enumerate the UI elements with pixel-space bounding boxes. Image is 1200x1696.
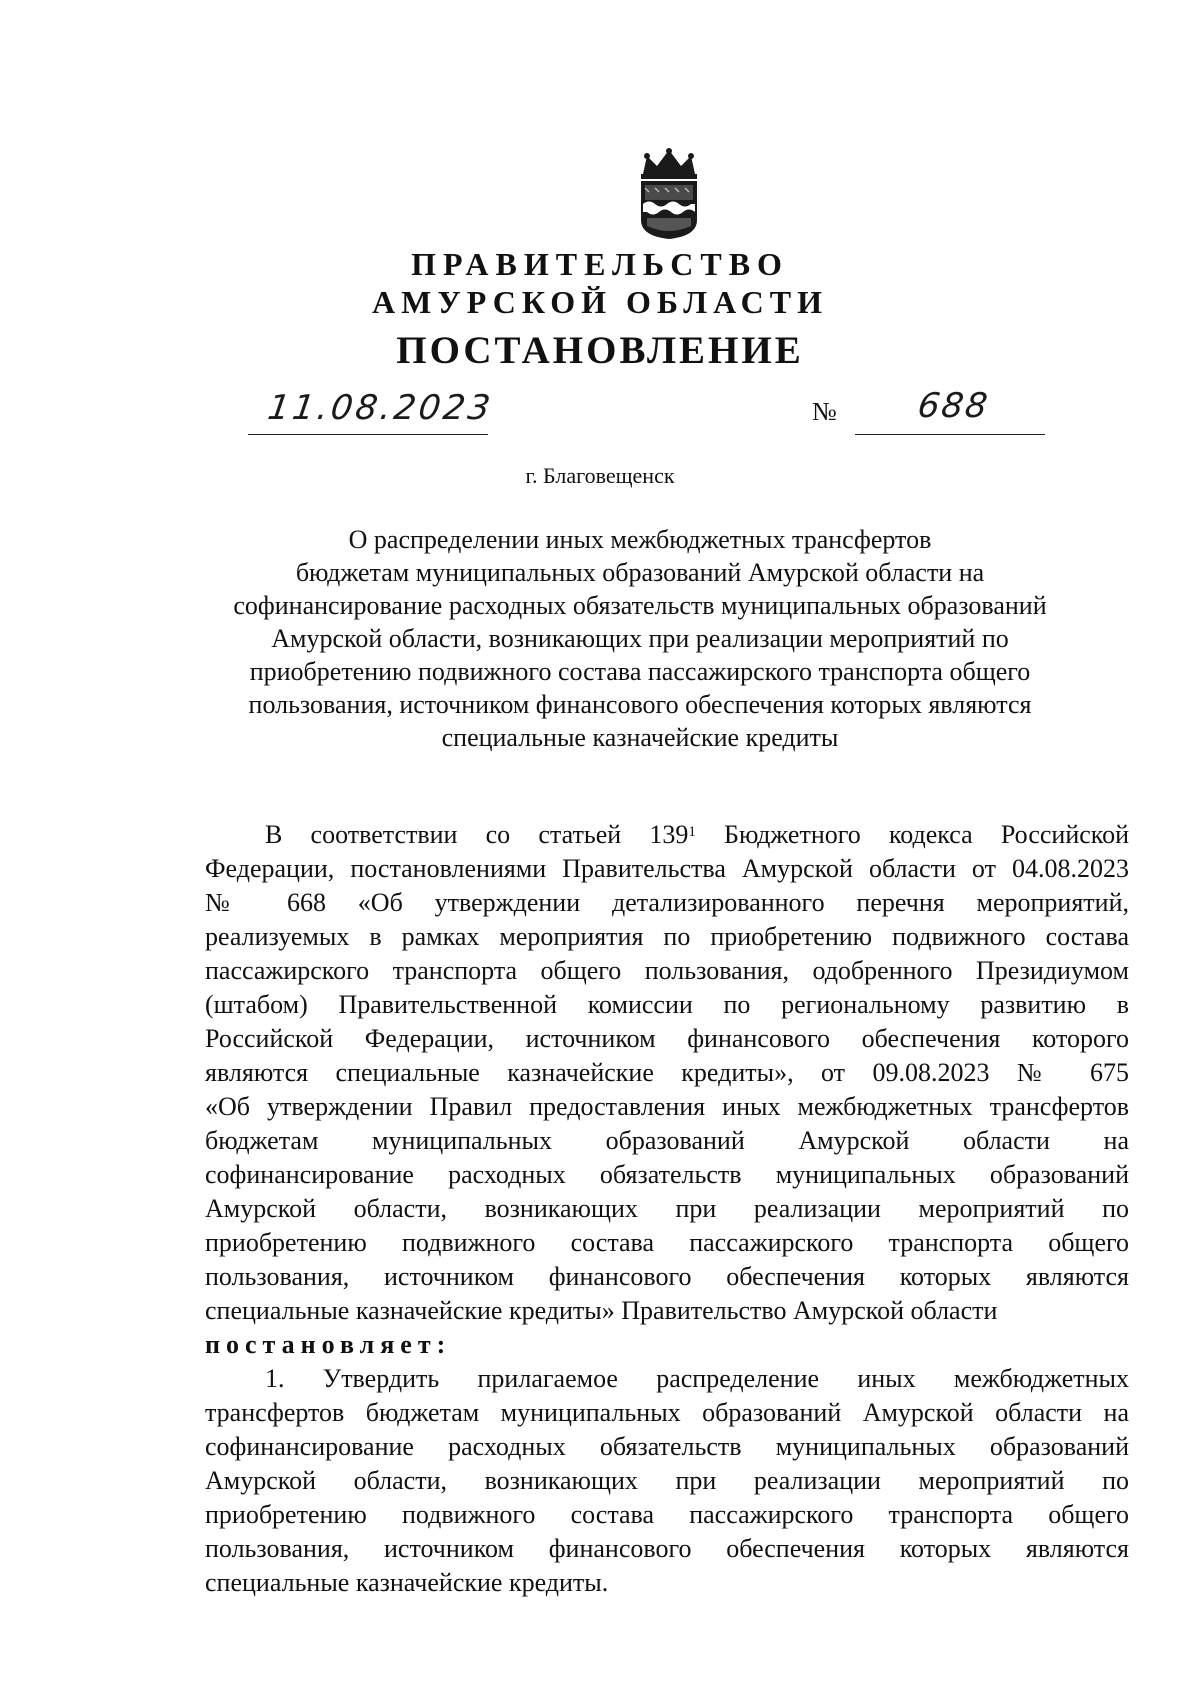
- body-line: софинансирование расходных обязательств муниципальных образований: [205, 1432, 1129, 1461]
- body-line: Российской Федерации, источником финансового обеспечения которого: [205, 1024, 1129, 1053]
- item-1-paragraph: [205, 1362, 1129, 1600]
- article-superscript: 1: [688, 824, 696, 840]
- body-line: пассажирского транспорта общего пользования, одобренного Президиумом: [205, 956, 1129, 985]
- body-line: реализуемых в рамках мероприятия по приобретению подвижного состава: [205, 922, 1129, 951]
- coat-of-arms-icon: [633, 148, 705, 240]
- title-line: О распределении иных межбюджетных трансфертов: [348, 525, 932, 554]
- body-line: специальные казначейские кредиты» Правительство Амурской области: [205, 1296, 998, 1325]
- body-line: «Об утверждении Правил предоставления иных межбюджетных трансфертов: [205, 1092, 1129, 1121]
- handwritten-date: 11.08.2023: [265, 388, 496, 428]
- body-line: (штабом) Правительственной комиссии по региональному развитию в: [205, 990, 1129, 1019]
- title-line: пользования, источником финансового обеспечения которых являются: [248, 690, 1032, 719]
- city: г. Благовещенск: [525, 463, 675, 488]
- resolves-keyword: постановляет:: [205, 1330, 452, 1359]
- document-type: ПОСТАНОВЛЕНИЕ: [396, 329, 804, 372]
- issuer-line-1: ПРАВИТЕЛЬСТВО: [411, 246, 789, 282]
- handwritten-number: 688: [915, 386, 992, 426]
- preamble-text: Бюджетного кодекса Российской: [695, 820, 1129, 849]
- body-line: приобретению подвижного состава пассажирского транспорта общего: [205, 1228, 1129, 1257]
- body-line: 1. Утвердить прилагаемое распределение иных межбюджетных: [265, 1364, 1129, 1393]
- body-line: пользования, источником финансового обеспечения которых являются: [205, 1262, 1129, 1291]
- title-line: специальные казначейские кредиты: [441, 723, 839, 752]
- title-line: софинансирование расходных обязательств муниципальных образований: [233, 591, 1047, 620]
- body-line: пользования, источником финансового обеспечения которых являются: [205, 1534, 1129, 1563]
- body-line: № 668 «Об утверждении детализированного перечня мероприятий,: [205, 888, 1129, 917]
- document-title: [200, 523, 1080, 754]
- number-label: №: [812, 397, 837, 426]
- body-line: [205, 818, 1129, 852]
- body-line: специальные казначейские кредиты.: [205, 1568, 609, 1597]
- body-line: Амурской области, возникающих при реализации мероприятий по: [205, 1466, 1129, 1495]
- body-line: трансфертов бюджетам муниципальных образований Амурской области на: [205, 1398, 1129, 1427]
- body-line: являются специальные казначейские кредиты», от 09.08.2023 № 675: [205, 1058, 1129, 1087]
- title-line: Амурской области, возникающих при реализации мероприятий по: [271, 624, 1009, 653]
- title-line: бюджетам муниципальных образований Амурской области на: [295, 558, 985, 587]
- body-line: приобретению подвижного состава пассажирского транспорта общего: [205, 1500, 1129, 1529]
- body-line: Амурской области, возникающих при реализации мероприятий по: [205, 1194, 1129, 1223]
- body-line: софинансирование расходных обязательств муниципальных образований: [205, 1160, 1129, 1189]
- issuer-line-2: АМУРСКОЙ ОБЛАСТИ: [372, 284, 828, 320]
- body-line: бюджетам муниципальных образований Амурской области на: [205, 1126, 1129, 1155]
- preamble-text: В соответствии со статьей 139: [265, 820, 689, 849]
- preamble-paragraph: [205, 818, 1129, 1362]
- body-line: Федерации, постановлениями Правительства Амурской области от 04.08.2023: [205, 854, 1129, 883]
- title-line: приобретению подвижного состава пассажирского транспорта общего: [249, 657, 1031, 686]
